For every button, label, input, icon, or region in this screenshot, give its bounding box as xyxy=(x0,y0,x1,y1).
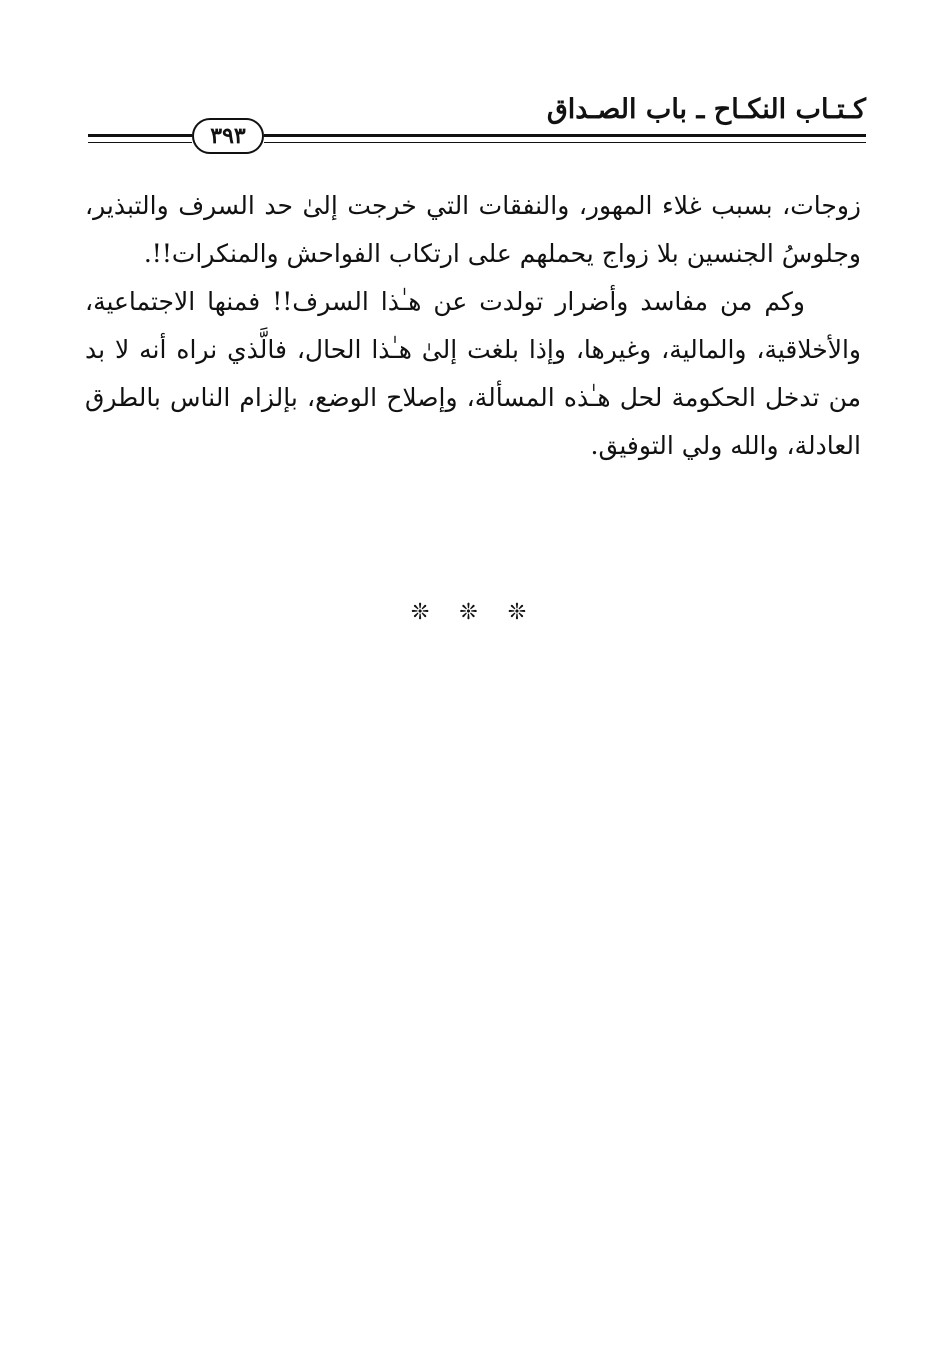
header-rule-right xyxy=(264,134,866,143)
page-number-badge: ٣٩٣ xyxy=(192,118,264,154)
main-text xyxy=(85,182,861,470)
paragraph-continuation: زوجات، بسبب غلاء المهور، والنفقات التي خرجت إلىٰ حد السرف والتبذير، وجلوسُ الجنسين بلا زواج يحملهم على ارتكاب الفواحش والمنكرات!!. xyxy=(85,191,861,268)
page-header xyxy=(88,94,866,156)
header-rule-left xyxy=(88,134,192,143)
paragraph: وكم من مفاسد وأضرار تولدت عن هـٰذا السرف!! فمنها الاجتماعية، والأخلاقية، والمالية، وغيرها، وإذا بلغت إلىٰ هـٰذا الحال، فالَّذي نراه أنه لا بد من تدخل الحكومة لحل هـٰذه المسألة، وإصلاح الوضع، بإلزام الناس بالطرق العادلة، والله ولي التوفيق. xyxy=(85,287,861,460)
running-title: كـتـاب النكـاح ـ باب الصـداق xyxy=(546,94,866,125)
section-separator-ornament: ❊❊❊ xyxy=(410,600,557,625)
